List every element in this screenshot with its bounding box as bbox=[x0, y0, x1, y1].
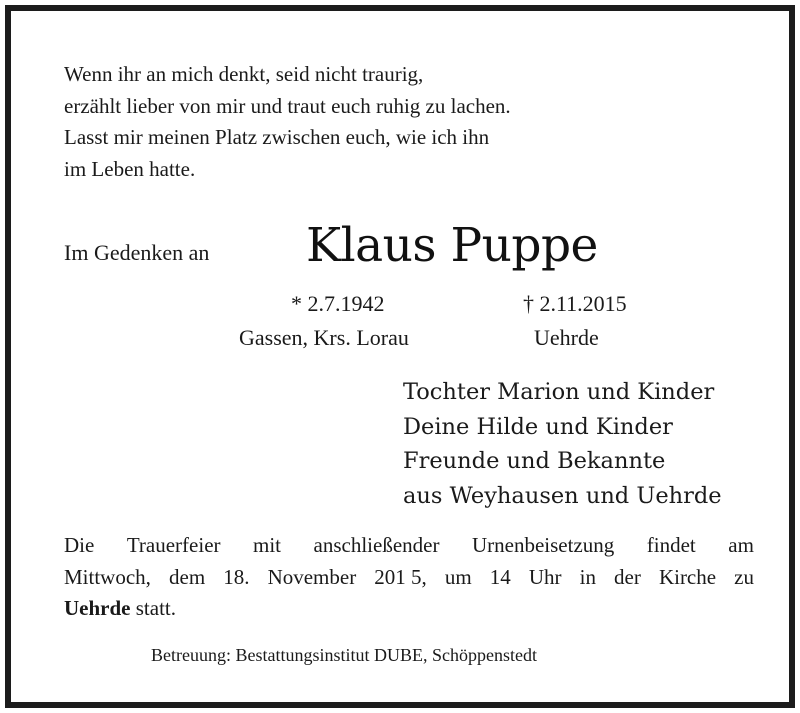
funeral-line-1 bbox=[64, 530, 754, 562]
word: anschließender bbox=[313, 533, 440, 557]
death-place: Uehrde bbox=[534, 325, 599, 350]
word: mit bbox=[253, 533, 282, 557]
word: November bbox=[267, 564, 357, 589]
word: am bbox=[728, 533, 754, 557]
poem-line: im Leben hatte. bbox=[64, 156, 196, 181]
word: Uhr bbox=[528, 564, 562, 589]
memorial-intro: Im Gedenken an bbox=[64, 240, 210, 265]
word: Die bbox=[64, 533, 95, 557]
word: um bbox=[444, 564, 472, 589]
poem-line: erzählt lieber von mir und traut euch ruhig zu lachen. bbox=[64, 93, 511, 118]
word: 14 bbox=[489, 564, 511, 589]
birth-date: * 2.7.1942 bbox=[291, 291, 385, 316]
mourner-line: Tochter Marion und Kinder bbox=[403, 379, 715, 405]
mourner-line: Deine Hilde und Kinder bbox=[403, 413, 673, 440]
poem-line: Wenn ihr an mich denkt, seid nicht traurig, bbox=[64, 62, 424, 86]
death-date: † 2.11.2015 bbox=[523, 291, 627, 316]
funeral-suffix: statt. bbox=[130, 596, 176, 620]
word: dem bbox=[169, 564, 206, 589]
funeral-home-credit: Betreuung: Bestattungsinstitut DUBE, Schöppenstedt bbox=[151, 645, 537, 665]
funeral-line-3 bbox=[64, 593, 754, 625]
word: in bbox=[579, 564, 596, 589]
funeral-place: Uehrde bbox=[64, 596, 131, 620]
word: 201 5, bbox=[374, 564, 427, 589]
word: Urnenbeisetzung bbox=[471, 533, 615, 557]
word: der bbox=[614, 564, 641, 589]
funeral-line-2 bbox=[64, 562, 754, 594]
deceased-name: Klaus Puppe bbox=[306, 218, 598, 273]
word: Kirche bbox=[658, 564, 717, 589]
mourner-line: aus Weyhausen und Uehrde bbox=[403, 482, 722, 509]
word: findet bbox=[646, 533, 696, 557]
birth-place: Gassen, Krs. Lorau bbox=[239, 325, 409, 350]
poem-line: Lasst mir meinen Platz zwischen euch, wie ich ihn bbox=[64, 125, 490, 149]
funeral-notice bbox=[64, 530, 754, 625]
obituary-frame bbox=[5, 5, 795, 708]
word: zu bbox=[734, 564, 754, 589]
poem bbox=[64, 59, 511, 185]
word: 18. bbox=[223, 564, 250, 589]
mourners-list bbox=[403, 375, 722, 513]
word: Mittwoch, bbox=[64, 564, 151, 589]
mourner-line: Freunde und Bekannte bbox=[403, 448, 666, 474]
word: Trauerfeier bbox=[126, 533, 221, 557]
